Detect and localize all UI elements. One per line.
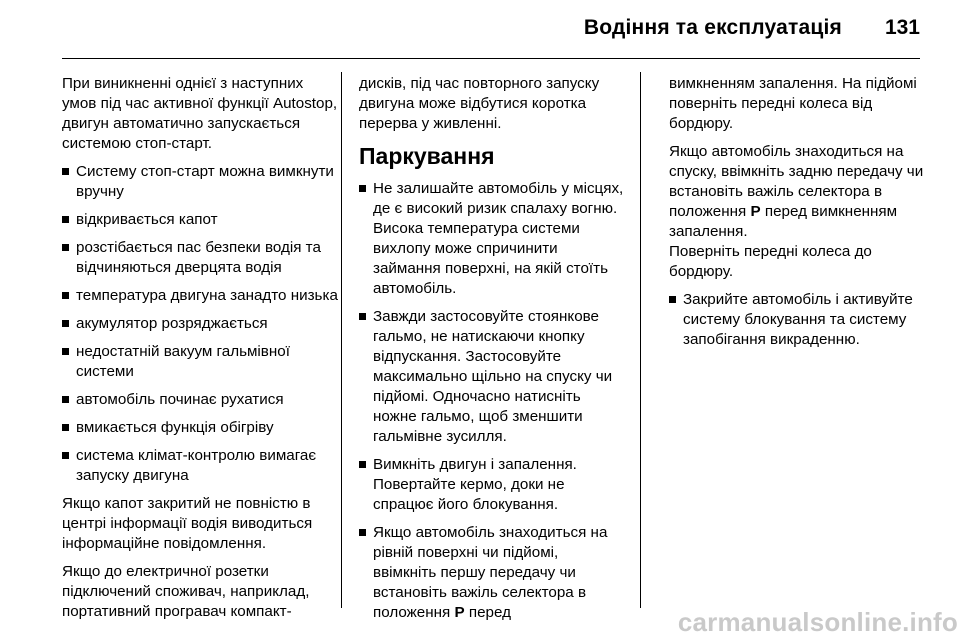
bullet-square-icon	[62, 244, 69, 251]
list-item: автомобіль починає рухатися	[62, 390, 338, 410]
bullet-square-icon	[62, 292, 69, 299]
list-item: недостатній вакуум гальмівної системи	[62, 342, 338, 382]
list-item: Завжди застосовуйте стоянкове гальмо, не натискаючи кнопку відпускання. Застосовуйте максимально щільно на спуску чи підйомі. Одночасно натисніть ножне гальмо, щоб зменшити гальмівне зусилля.	[359, 307, 625, 447]
bullet-square-icon	[359, 461, 366, 468]
selector-position-label: P	[454, 604, 465, 621]
header-divider	[62, 58, 920, 59]
bullet-list-autostart-conditions	[62, 162, 338, 486]
running-header-title: Водіння та експлуатація	[583, 16, 842, 39]
page-number: 131	[884, 16, 920, 39]
paragraph-downhill: Якщо автомобіль знаходиться на спуску, ввімкніть задню передачу чи встановіть важіль селектора в положення P перед вимкненням запалення. Поверніть передні колеса до бордюру.	[669, 143, 924, 280]
bullet-list-lock	[669, 290, 927, 350]
paragraph-hood-message: Якщо капот закритий не повністю в центрі інформації водія виводиться інформаційне повідомлення.	[62, 495, 313, 552]
bullet-square-icon	[359, 185, 366, 192]
bullet-square-icon	[62, 320, 69, 327]
list-item: Систему стоп-старт можна вимкнути вручну	[62, 162, 338, 202]
bullet-square-icon	[62, 216, 69, 223]
selector-position-label: P	[750, 203, 761, 220]
bullet-square-icon	[359, 313, 366, 320]
list-item: Не залишайте автомобіль у місцях, де є високий ризик спалаху вогню. Висока температура системи вихлопу може спричинити займання поверхні, на якій стоїть автомобіль.	[359, 179, 625, 299]
bullet-square-icon	[62, 452, 69, 459]
bullet-square-icon	[62, 168, 69, 175]
column-3	[669, 74, 927, 358]
list-item: вмикається функція обігріву	[62, 418, 338, 438]
bullet-list-parking	[359, 179, 625, 623]
bullet-square-icon	[62, 348, 69, 355]
page-header	[0, 0, 960, 56]
paragraph-continuation: дисків, під час повторного запуску двигуна може відбутися коротка перерва у живленні.	[359, 75, 600, 132]
list-item: Якщо автомобіль знаходиться на рівній поверхні чи підйомі, ввімкніть першу передачу чи встановіть важіль селектора в положення P перед	[359, 523, 625, 623]
column-divider-1	[341, 72, 342, 608]
section-heading-parking: Паркування	[359, 143, 495, 169]
list-item: акумулятор розряджається	[62, 314, 338, 334]
list-item: розстібається пас безпеки водія та відчиняються дверцята водія	[62, 238, 338, 278]
bullet-square-icon	[62, 396, 69, 403]
list-item: Закрийте автомобіль і активуйте систему блокування та систему запобігання викраденню.	[669, 290, 927, 350]
paragraph-continuation: вимкненням запалення. На підйомі поверніть передні колеса від бордюру.	[669, 75, 917, 132]
list-item: температура двигуна занадто низька	[62, 286, 338, 306]
bullet-square-icon	[62, 424, 69, 431]
paragraph-socket-consumer: Якщо до електричної розетки підключений споживач, наприклад, портативний програвач компакт-	[62, 563, 310, 620]
list-item: система клімат-контролю вимагає запуску двигуна	[62, 446, 338, 486]
column-2	[359, 74, 625, 631]
paragraph-intro: При виникненні однієї з наступних умов під час активної функції Autostop, двигун автоматично запускається системою стоп-старт.	[62, 75, 338, 152]
list-item: відкривається капот	[62, 210, 338, 230]
bullet-square-icon	[359, 529, 366, 536]
watermark: carmanualsonline.info	[677, 607, 958, 637]
list-item: Вимкніть двигун і запалення. Повертайте кермо, доки не спрацює його блокування.	[359, 455, 625, 515]
column-1	[62, 74, 338, 630]
bullet-square-icon	[669, 296, 676, 303]
column-divider-2	[640, 72, 641, 608]
